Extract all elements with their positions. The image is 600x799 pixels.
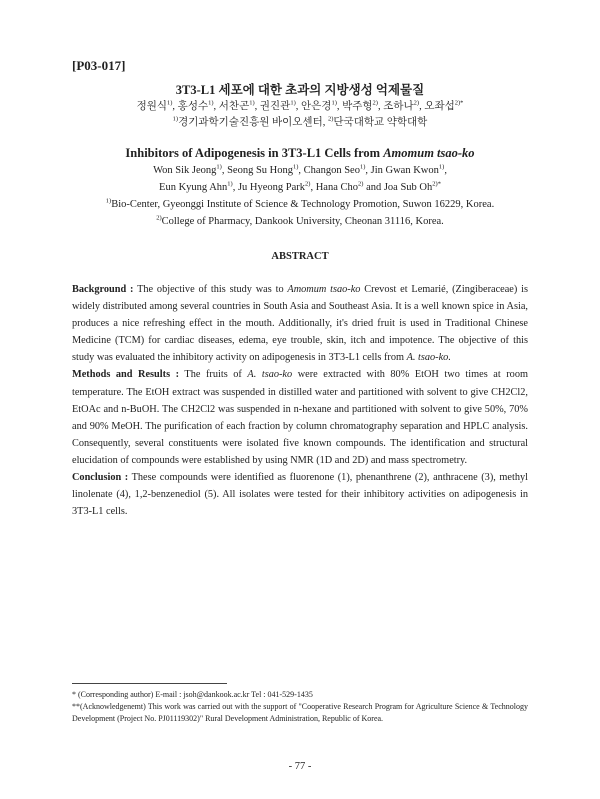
superscript-marker: 1)	[216, 163, 222, 171]
superscript-marker: 1)	[290, 99, 296, 107]
footnote-divider	[72, 683, 227, 684]
methods-species: A. tsao-ko	[247, 369, 293, 381]
korean-affiliations: $^{1)}$경기과학기술진흥원 바이오센터, $^{2)}$단국대학교 약학대학	[172, 115, 428, 128]
english-title-species: Amomum tsao-ko	[383, 146, 475, 160]
english-authors-line2: Eun Kyung Ahn$^{1)}$, Ju Hyeong Park$^{2)}$, Hana Cho$^{2)}$ and Joa Sub $Oh^{2)*}$	[159, 180, 441, 193]
page-number: - 77 -	[288, 761, 312, 772]
background-text-2: Crevost et Lemarié, (Zingiberaceae) is widely distributed among several countries in South Asia and Southeast Asia. It is a well known spice in Asia, produces a nice refreshing effect in the mouth. Additionally, it's dried fruit is used in Traditional Chinese Medicine (TCM) for cardiac diseases, edema, eye trouble, skin, itch and impotence. The objective of this study was evaluated the inhibitory activity on adipogenesis in 3T3-L1 cells from	[72, 284, 528, 364]
conclusion-label: Conclusion :	[72, 472, 129, 484]
superscript-marker: 1)	[105, 197, 112, 205]
background-label: Background :	[72, 284, 134, 295]
superscript-marker: 2)	[305, 180, 311, 188]
superscript-marker: 1)	[172, 115, 179, 123]
background-text-1: The objective of this study was to	[133, 284, 288, 295]
footnote-acknowledgement: **(Acknowledgenemt) This work was carried out with the support of "Cooperative Research Program for Agriculture Science & Technology Development (Project No. PJ01119302)" Rural Development Administration, Republic of Korea.	[72, 702, 528, 723]
english-authors-line1: Won Sik Jeong$^{1)}$, Seong Su Hong$^{1)}$, Changon Seo$^{1)}$, Jin Gwan Kwon$^{1)}$,	[153, 163, 447, 176]
background-paragraph	[72, 281, 528, 366]
poster-code: [P03-017]	[72, 58, 126, 73]
superscript-marker: 1)	[293, 163, 299, 171]
methods-text-2: were extracted with 80% EtOH two times at room temperature. The EtOH extract was suspended in distilled water and partitioned with solvent to give CH2Cl2, EtOAc and n-BuOH. The CH2Cl2 was suspended in n-hexane and partitioned with solvent to give 50%, 70% and 90% MeOH. The purification of each fraction by column chromatography separation and HPLC analysis. Consequently, several constituents were isolated five known compounds. The identification and structural elucidation of compounds were established by using NMR (1D and 2D) and mass spectrometry.	[72, 369, 528, 466]
korean-authors: 정원식$^{1)}$, 홍성수$^{1)}$, 서찬곤$^{1)}$, 권진관$^{1)}$, 안은경$^{1)}$, 박주형$^{2)}$, 조하나$^{2)}$, 오좌섭$^{2)*}$	[136, 99, 464, 112]
methods-text-1: The fruits of	[179, 369, 248, 381]
abstract-body	[72, 281, 528, 520]
background-species: Amomum tsao-ko	[287, 284, 361, 295]
english-affiliation-2: $^{2)}$College of Pharmacy, Dankook University, Cheonan 31116, Korea.	[156, 214, 444, 227]
superscript-marker: 1)	[438, 163, 445, 171]
english-affiliation-1: $^{1)}$Bio-Center, Gyeonggi Institute of Science & Technology Promotion, Suwon 16229, Korea.	[105, 197, 495, 210]
methods-paragraph	[72, 366, 528, 469]
superscript-marker: 1)	[167, 99, 173, 107]
superscript-marker: 2)	[372, 99, 378, 107]
superscript-marker: 2)	[358, 180, 364, 188]
abstract-heading: ABSTRACT	[271, 251, 329, 262]
superscript-marker: 1)	[359, 163, 366, 171]
english-title	[0, 146, 600, 161]
superscript-marker: 1)	[227, 180, 233, 188]
superscript-marker: 1)	[331, 99, 337, 107]
methods-label: Methods and Results :	[72, 369, 180, 381]
conclusion-text: These compounds were identified as fluorenone (1), phenanthrene (2), anthracene (3), methyl linolenate (4), 1,2-benzenediol (5). All isolates were tested for their inhibitory activities on adipogenesis in 3T3-L1 cells.	[72, 472, 528, 518]
superscript-marker: 2)	[413, 99, 420, 107]
footnote-corresponding: * (Corresponding author) E-mail : jsoh@dankook.ac.kr Tel : 041-529-1435	[72, 690, 313, 699]
superscript-marker: 1)	[208, 99, 214, 107]
superscript-marker: 2)*	[454, 99, 464, 107]
superscript-marker: 2)	[156, 214, 162, 222]
conclusion-paragraph	[72, 469, 528, 520]
english-title-main: Inhibitors of Adipogenesis in 3T3-L1 Cells from	[125, 146, 384, 160]
superscript-marker: 2)	[327, 115, 334, 123]
superscript-marker: 2)*	[432, 180, 441, 188]
background-species-2: A. tsao-ko.	[406, 352, 451, 364]
superscript-marker: 1)	[249, 99, 255, 107]
korean-title: 3T3-L1 세포에 대한 초과의 지방생성 억제물질	[175, 83, 425, 97]
